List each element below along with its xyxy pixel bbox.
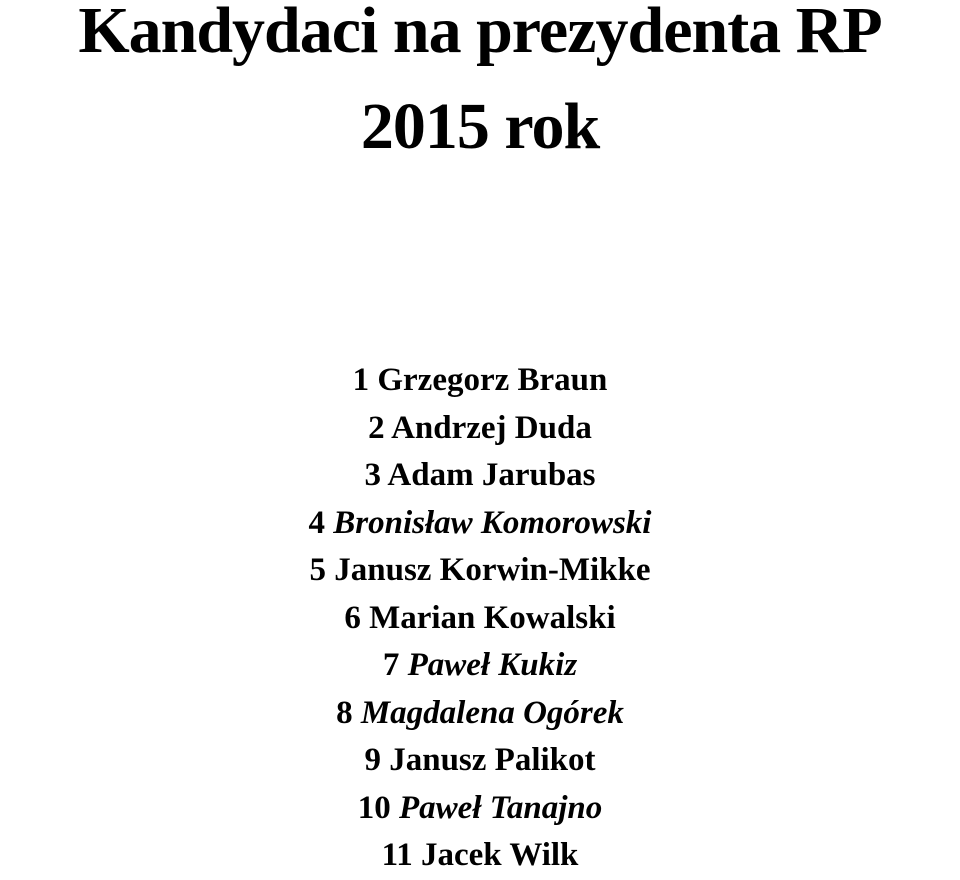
candidate-item — [0, 690, 960, 738]
candidate-name: Paweł Tanajno — [399, 789, 603, 826]
candidate-number: 7 — [382, 647, 400, 683]
candidate-name: Bronisław Komorowski — [333, 504, 652, 541]
candidate-item — [0, 642, 960, 690]
candidate-number: 2 — [368, 409, 385, 446]
candidate-number: 4 — [308, 504, 326, 541]
candidate-number: 9 — [364, 742, 381, 778]
candidate-item — [0, 832, 960, 880]
candidate-number: 1 — [352, 362, 370, 398]
candidate-name: Jacek Wilk — [421, 837, 579, 873]
candidate-list — [0, 357, 960, 880]
candidate-name: Adam Jarubas — [387, 457, 596, 493]
candidate-item — [0, 452, 960, 500]
candidate-item — [0, 595, 960, 643]
candidate-name: Marian Kowalski — [369, 599, 616, 636]
candidate-name: Janusz Palikot — [389, 742, 596, 778]
candidate-item — [0, 785, 960, 833]
candidate-name: Janusz Korwin-Mikke — [334, 552, 651, 588]
candidate-number: 10 — [357, 789, 391, 826]
candidate-number: 11 — [381, 837, 413, 873]
candidate-name: Andrzej Duda — [391, 409, 592, 446]
candidate-name: Paweł Kukiz — [407, 647, 578, 683]
candidate-item — [0, 357, 960, 405]
candidate-item — [0, 405, 960, 453]
page-title: Kandydaci na prezydenta RP — [78, 0, 882, 67]
candidate-name: Grzegorz Braun — [377, 362, 608, 398]
candidate-number: 5 — [309, 552, 326, 588]
candidate-number: 3 — [364, 457, 381, 493]
page-subtitle-year: 2015 rok — [360, 90, 600, 163]
candidate-number: 8 — [336, 694, 353, 731]
candidate-item — [0, 547, 960, 595]
candidate-number: 6 — [344, 599, 361, 636]
candidate-item — [0, 737, 960, 785]
candidate-name: Magdalena Ogórek — [360, 694, 624, 731]
candidate-item — [0, 500, 960, 548]
